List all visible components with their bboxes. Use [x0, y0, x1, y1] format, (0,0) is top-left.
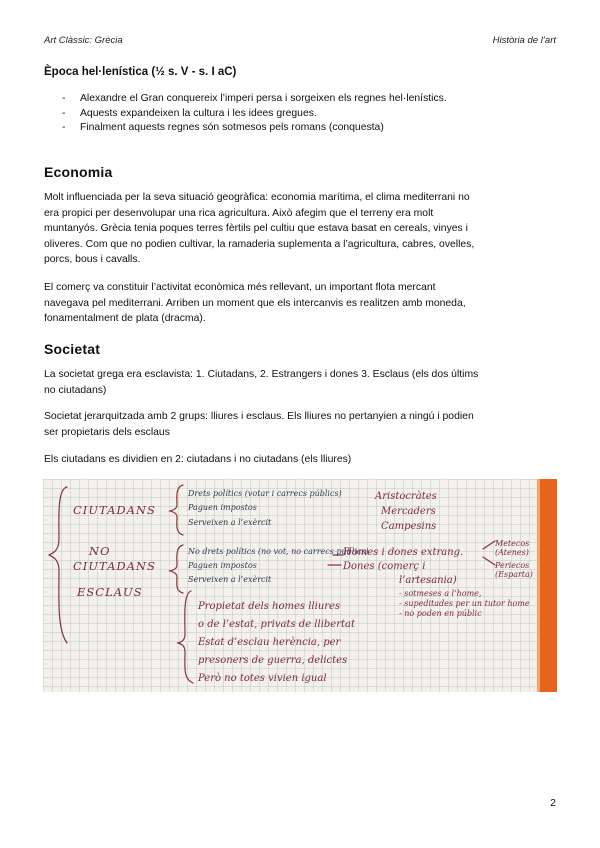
text-line: El comerç va constituir l’activitat econòmica més rellevant, un important flota mercant [44, 282, 436, 293]
esclaus-brace [178, 591, 193, 683]
hw-text: Mercaders [381, 506, 436, 517]
text-line: Societat jerarquitzada amb 2 grups: lliures i esclaus. Els lliures no pertanyien a ningú i podien [44, 411, 474, 422]
economy-heading: Economia [44, 164, 113, 180]
hw-text: Estat d’esclau herència, per [198, 637, 341, 648]
hw-text: o de l’estat, privats de llibertat [198, 619, 355, 630]
hw-no-label-1: NO [89, 544, 111, 558]
text-line: ser propietaris dels esclaus [44, 426, 170, 438]
hw-text: Periecos (Esparta) [495, 561, 533, 579]
page-header [44, 35, 556, 49]
hw-text: Propietat dels homes lliures [198, 601, 341, 612]
period-heading: Època hel·lenística (½ s. V - s. I aC) [44, 66, 237, 78]
hw-ciutadans-label: CIUTADANS [73, 503, 156, 517]
economy-paragraph-1 [44, 190, 556, 268]
hw-text: presoners de guerra, delictes [198, 655, 348, 666]
hw-text: Paguen impostos [188, 503, 257, 512]
text-line: oliveres. Com que no podien cultivar, la ramaderia suplementa a l’agricultura, cabres, ovelles, [44, 238, 475, 250]
hw-text: - sotmeses a l’home, [399, 589, 482, 598]
hw-text: Aristocràtes [375, 491, 437, 502]
hw-text: - supeditades per un tutor home [399, 599, 530, 608]
page-number: 2 [550, 797, 556, 809]
list-item: - Alexandre el Gran conquereix l’imperi persa i sorgeixen els regnes hel·lenístics. [62, 92, 447, 107]
text-line: La societat grega era esclavista: 1. Ciutadans, 2. Estrangers i dones 3. Esclaus (els dos últims [44, 369, 479, 380]
hw-text: Serveixen a l’exèrcit [188, 575, 272, 584]
hw-text: No drets polítics (no vot, no carrecs públics) [188, 547, 369, 556]
period-bullet-list [62, 92, 447, 136]
list-item: - Aquests expandeixen la cultura i les idees gregues. [62, 107, 447, 122]
hw-text: Metecos (Atenes) [495, 539, 530, 557]
society-paragraph-3: Els ciutadans es dividien en 2: ciutadans i no ciutadans (els lliures) [44, 454, 352, 465]
hw-text: - no poden en públic [399, 609, 482, 618]
handwritten-notes-photo [43, 479, 557, 692]
ciutadans-brace [170, 485, 183, 535]
no-ciutadans-brace [170, 545, 183, 593]
society-paragraph-1 [44, 367, 556, 398]
society-paragraph-2 [44, 409, 556, 440]
header-left: Art Clàssic: Grècia [44, 35, 123, 46]
list-item: - Finalment aquests regnes són sotmesos pels romans (conquesta) [62, 121, 447, 136]
text-line: porcs, bous i cavalls. [44, 254, 141, 266]
arrow-line [483, 557, 495, 565]
hw-text: Campesins [381, 521, 437, 532]
text-line: era propici per desenvolupar una rica agricultura. Això afegim que el terreny era molt [44, 207, 434, 219]
hw-text: Però no totes vivien igual [198, 673, 327, 684]
hw-no-label-2: CIUTADANS [73, 559, 156, 573]
hw-text: l’artesania) [399, 575, 457, 586]
hw-esclaus-label: ESCLAUS [77, 585, 143, 599]
economy-paragraph-2 [44, 280, 556, 327]
big-left-brace [49, 487, 67, 643]
text-line: muntanyós. Grècia tenia poques terres fèrtils pel cultiu que estava basat en cereals, vinyes i [44, 223, 468, 235]
hw-text: Serveixen a l’exèrcit [188, 518, 272, 527]
hw-text: Homes i dones extrang. [343, 547, 464, 558]
hw-text: Drets polítics (votar i carrecs públics) [188, 489, 342, 498]
text-line: fonamentalment de plata (dracma). [44, 313, 206, 325]
text-line: Molt influenciada per la seva situació geogràfica: economia marítima, el clima mediterrani no [44, 192, 470, 203]
hw-text: Dones (comerç i [343, 561, 426, 572]
header-right: Història de l’art [492, 35, 556, 46]
arrow-line [483, 541, 495, 549]
text-line: no ciutadans) [44, 384, 107, 396]
society-heading: Societat [44, 341, 101, 357]
text-line: navegava pel mediterrani. Arriben un moment que els intercanvis es realitzen amb moneda, [44, 297, 466, 309]
hw-text: Paguen impostos [188, 561, 257, 570]
